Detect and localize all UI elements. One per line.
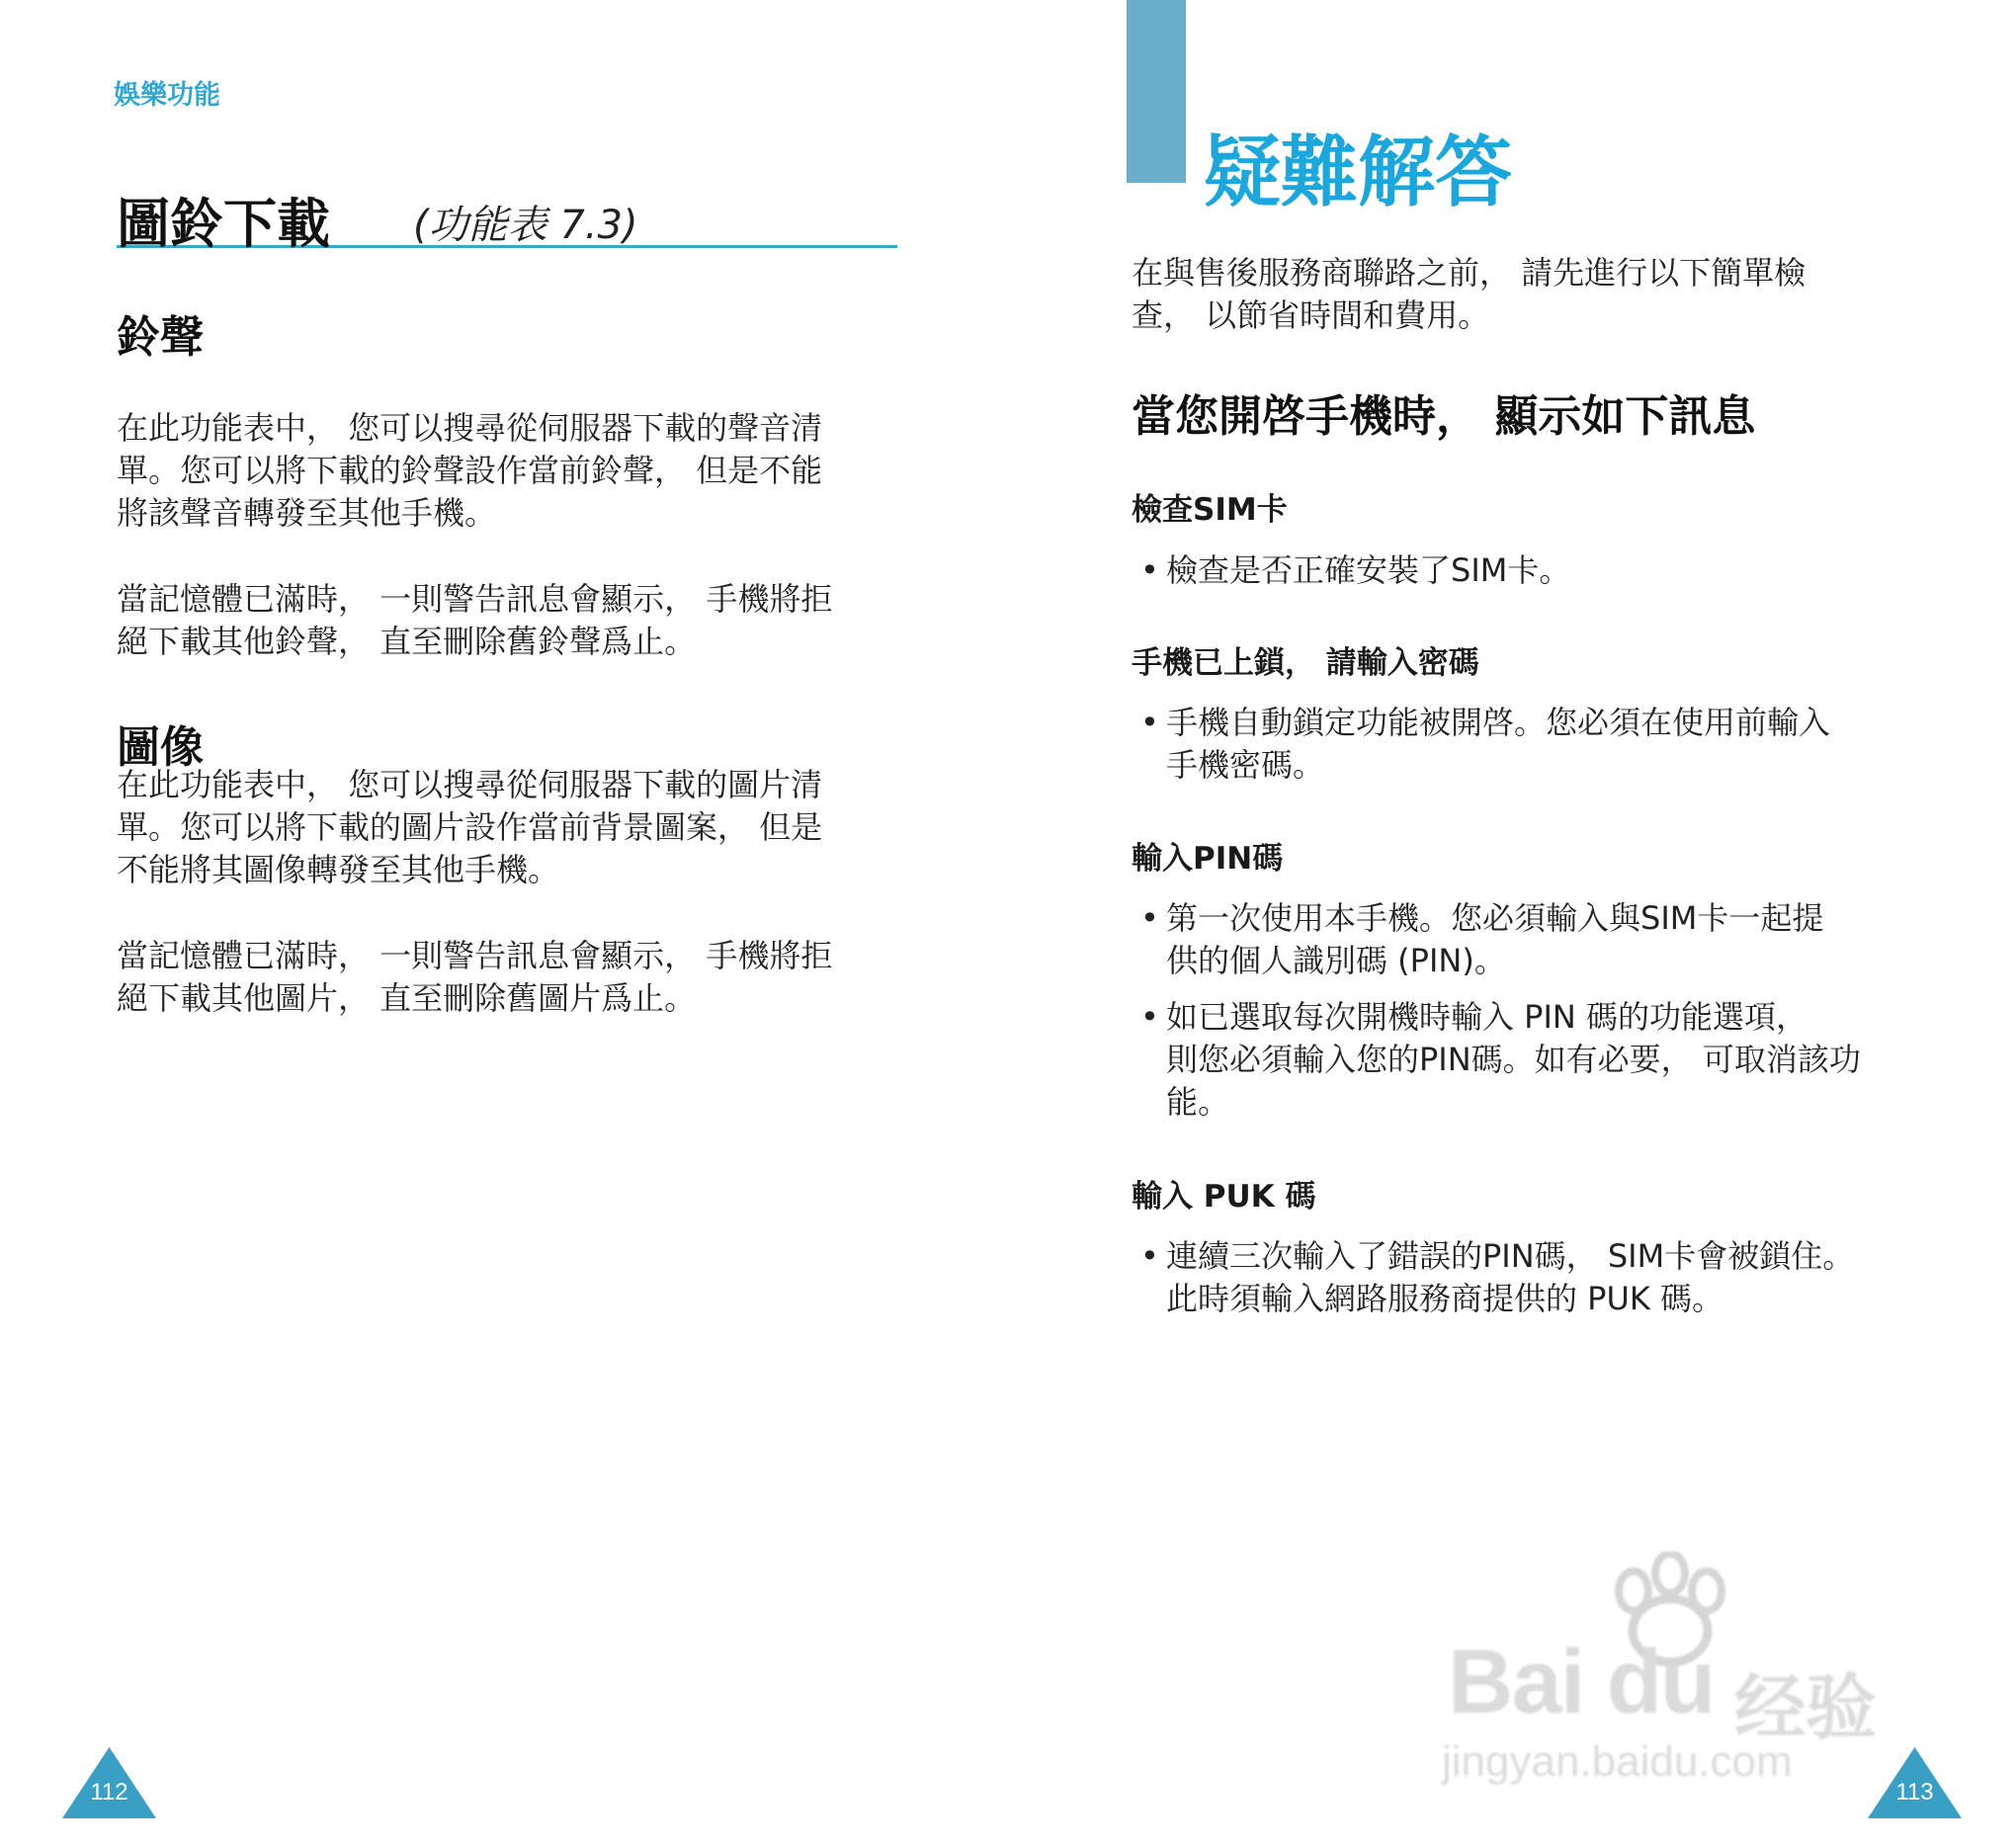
bullet-item: • 手機自動鎖定功能被開啓。您必須在使用前輸入 手機密碼。 xyxy=(1140,704,1831,784)
intro-paragraph: 在與售後服務商聯路之前， 請先進行以下簡單檢 查， 以節省時間和費用。 xyxy=(1132,254,1806,334)
item-heading: 輸入 PUK 碼 xyxy=(1132,1179,1316,1215)
page-title-block xyxy=(117,176,897,255)
section-title: 當您開啓手機時， 顯示如下訊息 xyxy=(1132,391,1756,442)
accent-bar xyxy=(1127,0,1186,183)
bullet-item: • 連續三次輸入了錯誤的PIN碼， SIM卡會被鎖住。 此時須輸入網路服務商提供的 PUK 碼。 xyxy=(1140,1237,1855,1317)
item-heading: 輸入PIN碼 xyxy=(1132,841,1284,877)
watermark xyxy=(1438,1552,1912,1789)
bullet-icon: • xyxy=(1140,1237,1159,1275)
bullet-item: • 第一次使用本手機。您必須輸入與SIM卡一起提 供的個人識別碼 (PIN)。 xyxy=(1140,899,1824,979)
paragraph: 當記憶體已滿時， 一則警告訊息會顯示， 手機將拒 絕下載其他圖片， 直至刪除舊圖片爲止。 xyxy=(117,937,833,1017)
section-heading-images: 圖像 xyxy=(117,722,204,773)
watermark-brand-cn: 经验 xyxy=(1734,1666,1878,1749)
paragraph: 當記憶體已滿時， 一則警告訊息會顯示， 手機將拒 絕下載其他鈴聲， 直至刪除舊鈴聲爲止。 xyxy=(117,580,833,660)
bullet-item: • 檢查是否正確安裝了SIM卡。 xyxy=(1166,549,1570,592)
bullet-icon: • xyxy=(1140,899,1159,937)
chapter-header: 娛樂功能 xyxy=(114,80,220,111)
page-title: 圖鈴下載 xyxy=(117,193,330,255)
page-number: 113 xyxy=(1895,1779,1934,1805)
item-heading: 手機已上鎖， 請輸入密碼 xyxy=(1132,645,1479,681)
bullet-item: • 如已選取每次開機時輸入 PIN 碼的功能選項， 則您必須輸入您的PIN碼。如有必要， 可取消該功 能。 xyxy=(1140,998,1861,1121)
bullet-icon: • xyxy=(1140,998,1159,1036)
page-number-badge xyxy=(1868,1747,1962,1818)
watermark-url: jingyan.baidu.com xyxy=(1442,1737,1793,1786)
section-heading-ringtones: 鈴聲 xyxy=(117,312,204,363)
bullet-icon: • xyxy=(1140,704,1159,741)
page-number-badge xyxy=(62,1747,156,1818)
item-heading: 檢查SIM卡 xyxy=(1132,492,1288,528)
chapter-title: 疑難解答 xyxy=(1204,128,1513,217)
watermark-brand: Bai du xyxy=(1448,1632,1715,1732)
page-number: 112 xyxy=(90,1779,128,1805)
paragraph: 在此功能表中， 您可以搜尋從伺服器下載的圖片清 單。您可以將下載的圖片設作當前背景圖案， 但是 不能將其圖像轉發至其他手機。 xyxy=(117,766,823,888)
bullet-icon: • xyxy=(1140,551,1159,589)
paragraph: 在此功能表中， 您可以搜尋從伺服器下載的聲音清 單。您可以將下載的鈴聲設作當前鈴聲， 但是不能 將該聲音轉發至其他手機。 xyxy=(117,409,823,532)
menu-reference: (功能表 7.3) xyxy=(413,203,638,248)
